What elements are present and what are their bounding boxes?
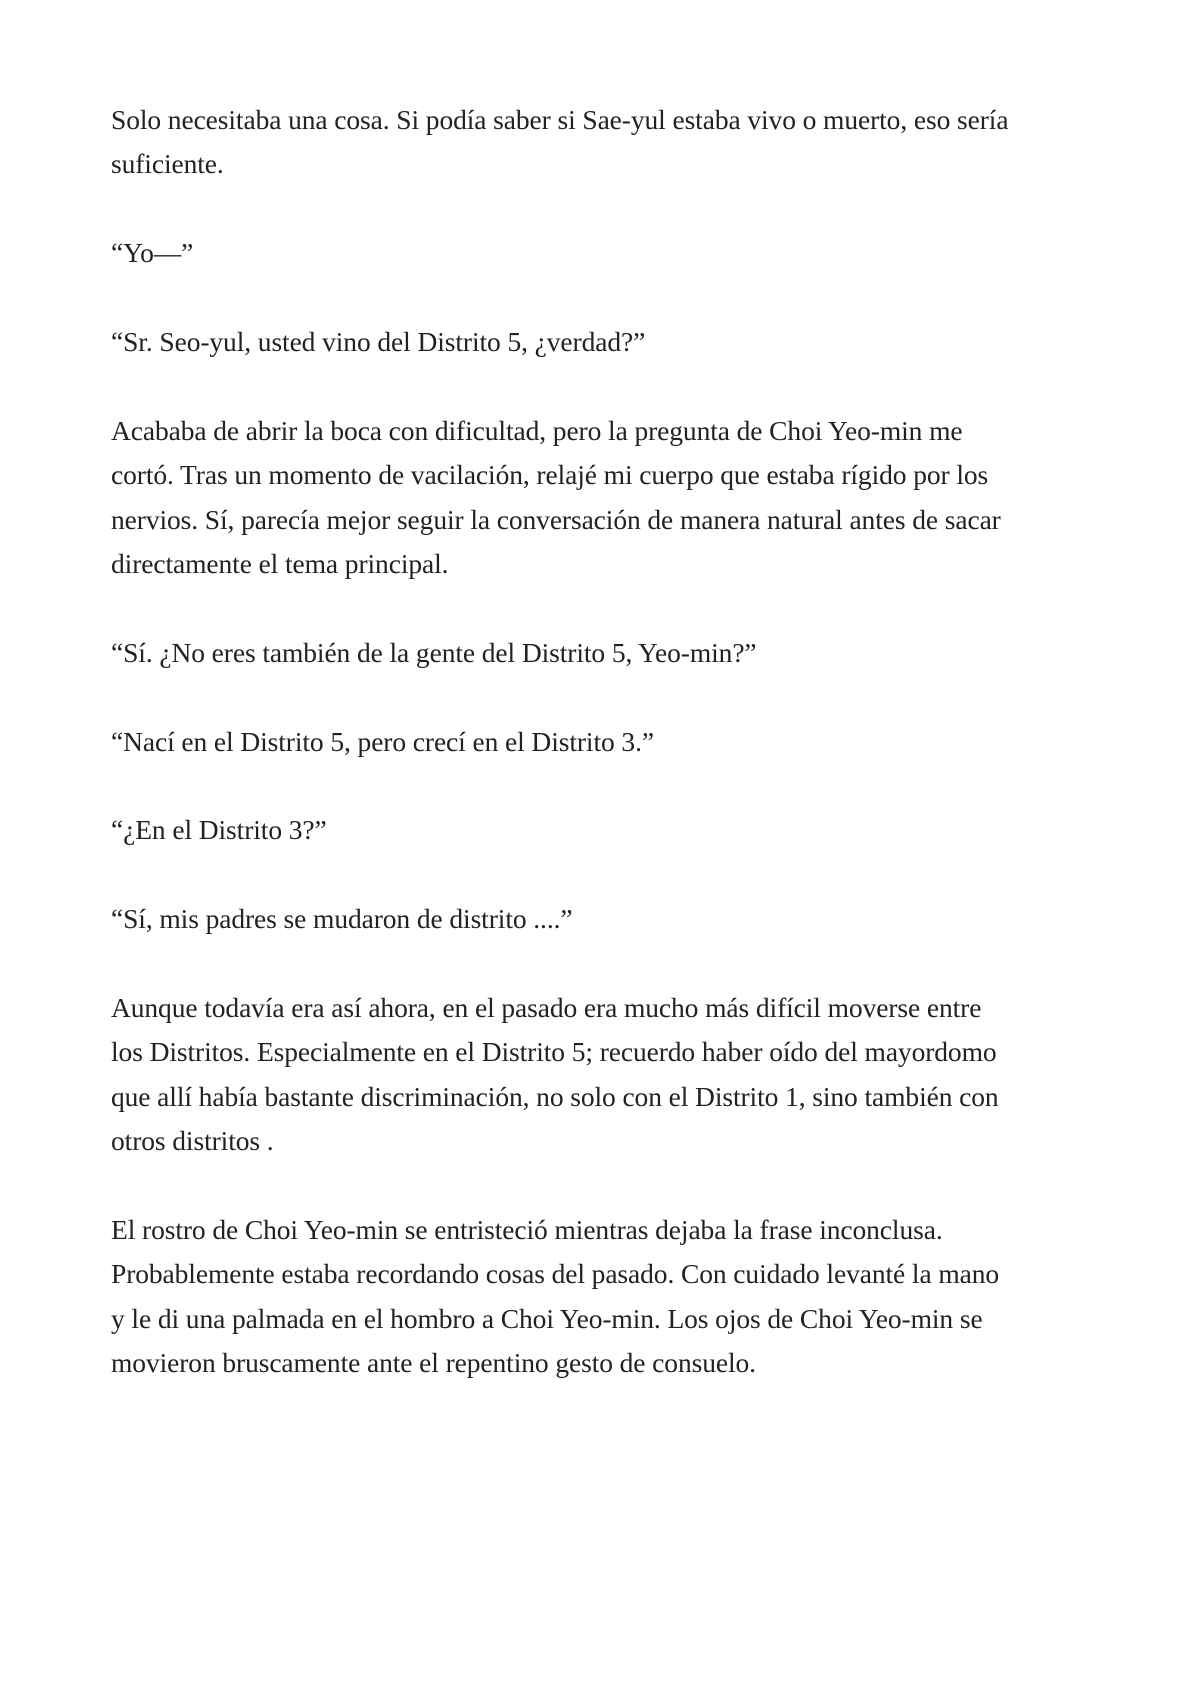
paragraph-dialogue: “Yo—” <box>111 237 194 269</box>
paragraph-dialogue: “Sí. ¿No eres también de la gente del Distrito 5, Yeo-min?” <box>111 636 757 668</box>
paragraph-narration: El rostro de Choi Yeo-min se entristeció mientras dejaba la frase inconclusa. Probablemente estaba recordando cosas del pasado. Con cuidado levanté la mano y le di una palmada en el hombro a Choi Yeo-min. Los ojos de Choi Yeo-min se movieron bruscamente ante el repentino gesto de consuelo. <box>111 1214 1000 1379</box>
paragraph-dialogue: “Sí, mis padres se mudaron de distrito ....” <box>111 903 573 935</box>
paragraph-dialogue: “¿En el Distrito 3?” <box>111 814 327 846</box>
paragraph-narration: Acababa de abrir la boca con dificultad, pero la pregunta de Choi Yeo-min me cortó. Tras un momento de vacilación, relajé mi cuerpo que estaba rígido por los nervios. Sí, parecía mejor seguir la conversación de manera natural antes de sacar directamente el tema principal. <box>111 414 1001 580</box>
paragraph-dialogue: “Nací en el Distrito 5, pero crecí en el Distrito 3.” <box>111 725 654 757</box>
paragraph-narration: Solo necesitaba una cosa. Si podía saber si Sae-yul estaba vivo o muerto, eso sería suficiente. <box>111 104 1009 180</box>
paragraph-dialogue: “Sr. Seo-yul, usted vino del Distrito 5, ¿verdad?” <box>111 326 646 357</box>
document-page <box>111 98 1011 1430</box>
paragraph-narration: Aunque todavía era así ahora, en el pasado era mucho más difícil moverse entre los Distritos. Especialmente en el Distrito 5; recuerdo haber oído del mayordomo que allí había bastante discriminación, no solo con el Distrito 1, sino también con otros distritos . <box>111 992 999 1157</box>
